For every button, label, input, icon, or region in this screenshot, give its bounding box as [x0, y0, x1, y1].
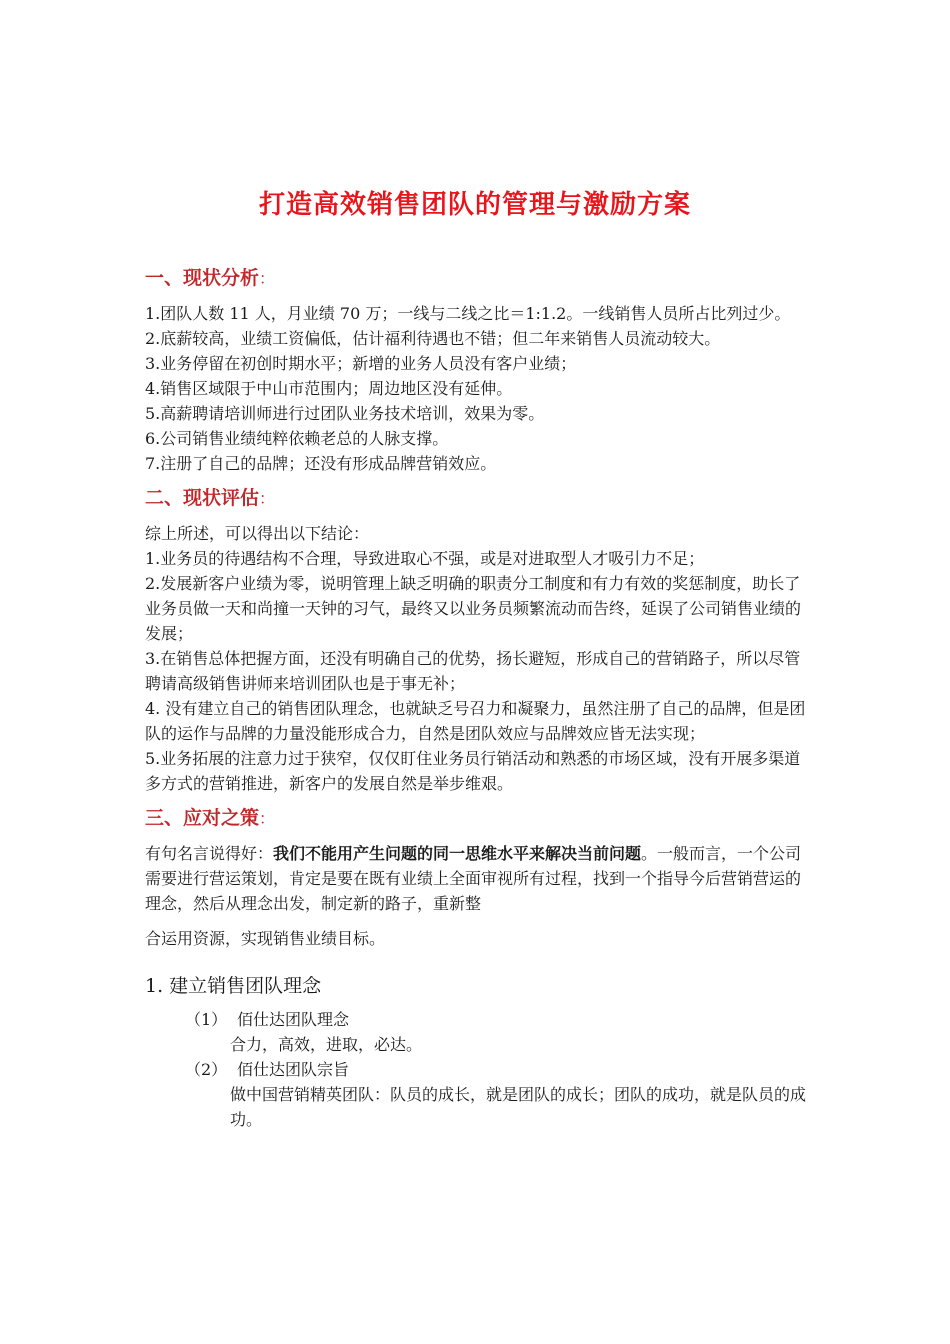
section-heading-text: 二、现状评估 — [145, 487, 260, 509]
strategy-paragraph — [145, 841, 815, 916]
quote-emphasis: 我们不能用产生问题的同一思维水平来解决当前问题 — [273, 844, 642, 863]
analysis-item: 7.注册了自己的品牌；还没有形成品牌营销效应。 — [145, 454, 497, 473]
heading-colon: ： — [259, 809, 276, 828]
evaluation-item: 2.发展新客户业绩为零，说明管理上缺乏明确的职责分工制度和有力有效的奖惩制度，助长了业务员做一天和尚撞一天钟的习气，最终又以业务员频繁流动而告终，延误了公司销售业绩的发展； — [145, 574, 802, 643]
analysis-item: 4.销售区域限于中山市范围内；周边地区没有延伸。 — [145, 379, 513, 398]
principle-item-text: 合力，高效，进取，必达。 — [230, 1035, 423, 1054]
analysis-item: 6.公司销售业绩纯粹依赖老总的人脉支撑。 — [145, 429, 449, 448]
document-body — [145, 262, 815, 1132]
evaluation-item: 3.在销售总体把握方面，还没有明确自己的优势，扬长避短，形成自己的营销路子，所以尽管聘请高级销售讲师来培训团队也是于事无补； — [145, 649, 801, 693]
analysis-item: 5.高薪聘请培训师进行过团队业务技术培训，效果为零。 — [145, 404, 545, 423]
document-title: 打造高效销售团队的管理与激励方案 — [258, 190, 691, 220]
evaluation-item: 5.业务拓展的注意力过于狭窄，仅仅盯住业务员行销活动和熟悉的市场区域，没有开展多渠道多方式的营销推进，新客户的发展自然是举步维艰。 — [145, 749, 801, 793]
principle-item-text: 做中国营销精英团队：队员的成长，就是团队的成长；团队的成功，就是队员的成功。 — [230, 1085, 807, 1129]
section-heading-text: 一、现状分析 — [145, 267, 260, 289]
item-title: 佰仕达团队宗旨 — [237, 1060, 350, 1079]
section-heading-evaluation — [145, 482, 815, 515]
analysis-item: 2.底薪较高，业绩工资偏低，估计福利待遇也不错；但二年来销售人员流动较大。 — [145, 329, 721, 348]
principle-item-title — [185, 1007, 815, 1032]
section-heading-strategy — [145, 802, 815, 835]
item-title: 佰仕达团队理念 — [237, 1010, 350, 1029]
item-number: （2） — [185, 1060, 228, 1079]
evaluation-item: 4. 没有建立自己的销售团队理念，也就缺乏号召力和凝聚力，虽然注册了自己的品牌，但是团队的运作与品牌的力量没能形成合力，自然是团队效应与品牌效应皆无法实现； — [145, 699, 806, 743]
heading-colon: ： — [259, 489, 276, 508]
strategy-text-before: 有句名言说得好： — [145, 844, 274, 863]
principle-item-title — [185, 1057, 815, 1082]
heading-colon: ： — [259, 269, 276, 288]
analysis-item: 3.业务停留在初创时期水平；新增的业务人员没有客户业绩； — [145, 354, 577, 373]
section-heading-analysis — [145, 262, 815, 295]
strategy-text-after: 。一般而言，一个公司需要进行营运策划，肯定是要在既有业绩上全面审视所有过程，找到一个指导今后营销营运的理念，然后从理念出发，制定新的路子，重新整 — [145, 844, 802, 913]
section-heading-text: 三、应对之策 — [145, 807, 260, 829]
strategy-paragraph-tail: 合运用资源，实现销售业绩目标。 — [145, 929, 386, 948]
item-number: （1） — [185, 1010, 228, 1029]
subsection-heading: 1. 建立销售团队理念 — [145, 975, 322, 997]
analysis-item: 1.团队人数 11 人，月业绩 70 万；一线与二线之比＝1:1.2。一线销售人员所占比列过少。 — [145, 304, 791, 323]
evaluation-item: 1.业务员的待遇结构不合理，导致进取心不强，或是对进取型人才吸引力不足； — [145, 549, 705, 568]
evaluation-intro: 综上所述，可以得出以下结论： — [145, 524, 370, 543]
